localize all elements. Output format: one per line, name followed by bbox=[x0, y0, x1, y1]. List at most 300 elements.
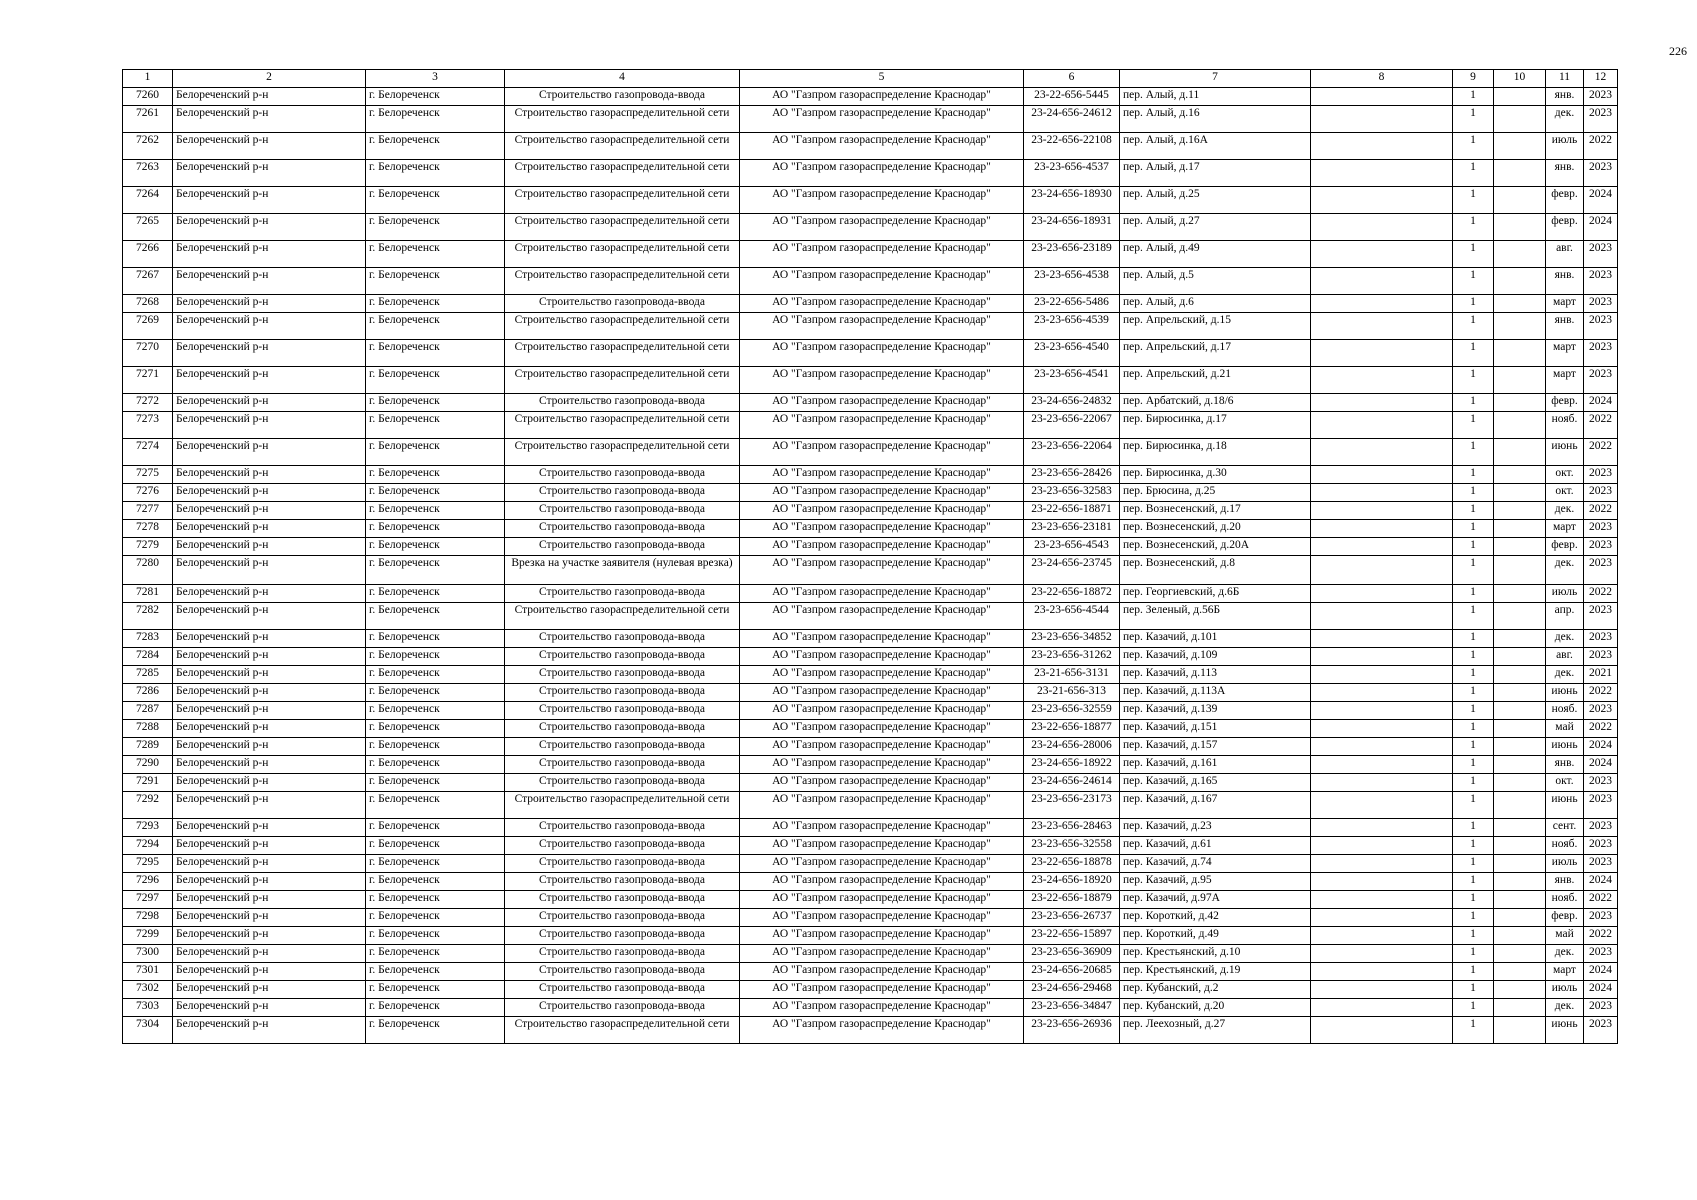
row-number-cell: 7299 bbox=[123, 927, 173, 945]
quantity-cell: 1 bbox=[1453, 538, 1494, 556]
row-number-cell: 7296 bbox=[123, 873, 173, 891]
organization-cell: АО "Газпром газораспределение Краснодар" bbox=[740, 891, 1024, 909]
col10-cell bbox=[1494, 981, 1546, 999]
work-type-cell: Строительство газопровода-ввода bbox=[505, 873, 740, 891]
work-type-cell: Строительство газопровода-ввода bbox=[505, 927, 740, 945]
table-row bbox=[123, 133, 1618, 160]
district-cell: Белореченский р-н bbox=[173, 873, 366, 891]
locality-cell: г. Белореченск bbox=[366, 738, 505, 756]
row-number-cell: 7276 bbox=[123, 484, 173, 502]
organization-cell: АО "Газпром газораспределение Краснодар" bbox=[740, 484, 1024, 502]
request-number-cell: 23-23-656-28426 bbox=[1024, 466, 1120, 484]
month-cell: март bbox=[1546, 340, 1584, 367]
col8-cell bbox=[1311, 133, 1453, 160]
request-number-cell: 23-24-656-23745 bbox=[1024, 556, 1120, 585]
work-type-cell: Строительство газопровода-ввода bbox=[505, 909, 740, 927]
address-cell: пер. Алый, д.11 bbox=[1120, 88, 1311, 106]
row-number-cell: 7300 bbox=[123, 945, 173, 963]
table-row bbox=[123, 214, 1618, 241]
quantity-cell: 1 bbox=[1453, 466, 1494, 484]
table-row bbox=[123, 945, 1618, 963]
quantity-cell: 1 bbox=[1453, 439, 1494, 466]
month-cell: нояб. bbox=[1546, 837, 1584, 855]
column-header: 7 bbox=[1120, 70, 1311, 88]
year-cell: 2023 bbox=[1584, 340, 1618, 367]
table-row bbox=[123, 999, 1618, 1017]
column-header: 8 bbox=[1311, 70, 1453, 88]
col8-cell bbox=[1311, 556, 1453, 585]
quantity-cell: 1 bbox=[1453, 855, 1494, 873]
year-cell: 2023 bbox=[1584, 774, 1618, 792]
year-cell: 2024 bbox=[1584, 981, 1618, 999]
work-type-cell: Строительство газопровода-ввода bbox=[505, 666, 740, 684]
row-number-cell: 7292 bbox=[123, 792, 173, 819]
year-cell: 2022 bbox=[1584, 133, 1618, 160]
col8-cell bbox=[1311, 295, 1453, 313]
address-cell: пер. Короткий, д.42 bbox=[1120, 909, 1311, 927]
locality-cell: г. Белореченск bbox=[366, 585, 505, 603]
locality-cell: г. Белореченск bbox=[366, 466, 505, 484]
table-row bbox=[123, 439, 1618, 466]
request-number-cell: 23-24-656-18920 bbox=[1024, 873, 1120, 891]
address-cell: пер. Казачий, д.161 bbox=[1120, 756, 1311, 774]
col10-cell bbox=[1494, 502, 1546, 520]
month-cell: окт. bbox=[1546, 774, 1584, 792]
year-cell: 2024 bbox=[1584, 756, 1618, 774]
organization-cell: АО "Газпром газораспределение Краснодар" bbox=[740, 187, 1024, 214]
row-number-cell: 7290 bbox=[123, 756, 173, 774]
quantity-cell: 1 bbox=[1453, 630, 1494, 648]
quantity-cell: 1 bbox=[1453, 556, 1494, 585]
row-number-cell: 7282 bbox=[123, 603, 173, 630]
month-cell: май bbox=[1546, 927, 1584, 945]
col10-cell bbox=[1494, 340, 1546, 367]
organization-cell: АО "Газпром газораспределение Краснодар" bbox=[740, 684, 1024, 702]
quantity-cell: 1 bbox=[1453, 666, 1494, 684]
locality-cell: г. Белореченск bbox=[366, 106, 505, 133]
table-row bbox=[123, 837, 1618, 855]
col10-cell bbox=[1494, 241, 1546, 268]
district-cell: Белореченский р-н bbox=[173, 702, 366, 720]
work-type-cell: Строительство газопровода-ввода bbox=[505, 756, 740, 774]
month-cell: июнь bbox=[1546, 1017, 1584, 1044]
organization-cell: АО "Газпром газораспределение Краснодар" bbox=[740, 268, 1024, 295]
year-cell: 2022 bbox=[1584, 927, 1618, 945]
month-cell: апр. bbox=[1546, 603, 1584, 630]
locality-cell: г. Белореченск bbox=[366, 214, 505, 241]
col10-cell bbox=[1494, 630, 1546, 648]
year-cell: 2023 bbox=[1584, 466, 1618, 484]
table-row bbox=[123, 603, 1618, 630]
address-cell: пер. Казачий, д.151 bbox=[1120, 720, 1311, 738]
month-cell: нояб. bbox=[1546, 891, 1584, 909]
district-cell: Белореченский р-н bbox=[173, 88, 366, 106]
col8-cell bbox=[1311, 702, 1453, 720]
col10-cell bbox=[1494, 585, 1546, 603]
organization-cell: АО "Газпром газораспределение Краснодар" bbox=[740, 927, 1024, 945]
work-type-cell: Строительство газораспределительной сети bbox=[505, 106, 740, 133]
year-cell: 2023 bbox=[1584, 241, 1618, 268]
col10-cell bbox=[1494, 909, 1546, 927]
table-row bbox=[123, 927, 1618, 945]
col10-cell bbox=[1494, 484, 1546, 502]
month-cell: окт. bbox=[1546, 484, 1584, 502]
work-type-cell: Строительство газопровода-ввода bbox=[505, 520, 740, 538]
organization-cell: АО "Газпром газораспределение Краснодар" bbox=[740, 367, 1024, 394]
address-cell: пер. Вознесенский, д.8 bbox=[1120, 556, 1311, 585]
row-number-cell: 7267 bbox=[123, 268, 173, 295]
request-number-cell: 23-23-656-28463 bbox=[1024, 819, 1120, 837]
year-cell: 2023 bbox=[1584, 160, 1618, 187]
col10-cell bbox=[1494, 160, 1546, 187]
row-number-cell: 7286 bbox=[123, 684, 173, 702]
locality-cell: г. Белореченск bbox=[366, 999, 505, 1017]
work-type-cell: Строительство газораспределительной сети bbox=[505, 133, 740, 160]
locality-cell: г. Белореченск bbox=[366, 819, 505, 837]
organization-cell: АО "Газпром газораспределение Краснодар" bbox=[740, 538, 1024, 556]
district-cell: Белореченский р-н bbox=[173, 268, 366, 295]
request-number-cell: 23-22-656-15897 bbox=[1024, 927, 1120, 945]
district-cell: Белореченский р-н bbox=[173, 295, 366, 313]
district-cell: Белореченский р-н bbox=[173, 538, 366, 556]
address-cell: пер. Вознесенский, д.20 bbox=[1120, 520, 1311, 538]
work-type-cell: Строительство газопровода-ввода bbox=[505, 630, 740, 648]
col8-cell bbox=[1311, 684, 1453, 702]
row-number-cell: 7293 bbox=[123, 819, 173, 837]
year-cell: 2022 bbox=[1584, 720, 1618, 738]
work-type-cell: Строительство газопровода-ввода bbox=[505, 981, 740, 999]
col10-cell bbox=[1494, 774, 1546, 792]
row-number-cell: 7288 bbox=[123, 720, 173, 738]
work-type-cell: Строительство газопровода-ввода bbox=[505, 738, 740, 756]
request-number-cell: 23-22-656-5486 bbox=[1024, 295, 1120, 313]
quantity-cell: 1 bbox=[1453, 981, 1494, 999]
locality-cell: г. Белореченск bbox=[366, 394, 505, 412]
row-number-cell: 7266 bbox=[123, 241, 173, 268]
organization-cell: АО "Газпром газораспределение Краснодар" bbox=[740, 313, 1024, 340]
district-cell: Белореченский р-н bbox=[173, 927, 366, 945]
year-cell: 2023 bbox=[1584, 1017, 1618, 1044]
organization-cell: АО "Газпром газораспределение Краснодар" bbox=[740, 963, 1024, 981]
col8-cell bbox=[1311, 241, 1453, 268]
address-cell: пер. Казачий, д.167 bbox=[1120, 792, 1311, 819]
address-cell: пер. Казачий, д.157 bbox=[1120, 738, 1311, 756]
table-row bbox=[123, 702, 1618, 720]
year-cell: 2022 bbox=[1584, 502, 1618, 520]
col8-cell bbox=[1311, 648, 1453, 666]
year-cell: 2023 bbox=[1584, 268, 1618, 295]
month-cell: дек. bbox=[1546, 999, 1584, 1017]
table-row bbox=[123, 909, 1618, 927]
row-number-cell: 7265 bbox=[123, 214, 173, 241]
quantity-cell: 1 bbox=[1453, 88, 1494, 106]
month-cell: янв. bbox=[1546, 88, 1584, 106]
month-cell: дек. bbox=[1546, 556, 1584, 585]
col8-cell bbox=[1311, 340, 1453, 367]
col10-cell bbox=[1494, 268, 1546, 295]
month-cell: дек. bbox=[1546, 502, 1584, 520]
row-number-cell: 7278 bbox=[123, 520, 173, 538]
row-number-cell: 7298 bbox=[123, 909, 173, 927]
col10-cell bbox=[1494, 819, 1546, 837]
quantity-cell: 1 bbox=[1453, 1017, 1494, 1044]
col10-cell bbox=[1494, 88, 1546, 106]
col8-cell bbox=[1311, 738, 1453, 756]
col10-cell bbox=[1494, 214, 1546, 241]
col10-cell bbox=[1494, 313, 1546, 340]
col8-cell bbox=[1311, 538, 1453, 556]
work-type-cell: Строительство газопровода-ввода bbox=[505, 295, 740, 313]
table-row bbox=[123, 187, 1618, 214]
col8-cell bbox=[1311, 313, 1453, 340]
row-number-cell: 7270 bbox=[123, 340, 173, 367]
work-type-cell: Строительство газораспределительной сети bbox=[505, 160, 740, 187]
table-row bbox=[123, 241, 1618, 268]
row-number-cell: 7304 bbox=[123, 1017, 173, 1044]
col8-cell bbox=[1311, 630, 1453, 648]
address-cell: пер. Алый, д.17 bbox=[1120, 160, 1311, 187]
locality-cell: г. Белореченск bbox=[366, 313, 505, 340]
year-cell: 2024 bbox=[1584, 394, 1618, 412]
month-cell: июль bbox=[1546, 133, 1584, 160]
table-row bbox=[123, 394, 1618, 412]
work-type-cell: Строительство газораспределительной сети bbox=[505, 439, 740, 466]
address-cell: пер. Георгиевский, д.6Б bbox=[1120, 585, 1311, 603]
work-type-cell: Строительство газопровода-ввода bbox=[505, 484, 740, 502]
request-number-cell: 23-21-656-3131 bbox=[1024, 666, 1120, 684]
col10-cell bbox=[1494, 792, 1546, 819]
year-cell: 2023 bbox=[1584, 945, 1618, 963]
district-cell: Белореченский р-н bbox=[173, 666, 366, 684]
col10-cell bbox=[1494, 106, 1546, 133]
quantity-cell: 1 bbox=[1453, 837, 1494, 855]
col10-cell bbox=[1494, 756, 1546, 774]
col10-cell bbox=[1494, 963, 1546, 981]
district-cell: Белореченский р-н bbox=[173, 160, 366, 187]
request-number-cell: 23-23-656-32559 bbox=[1024, 702, 1120, 720]
year-cell: 2022 bbox=[1584, 891, 1618, 909]
col8-cell bbox=[1311, 394, 1453, 412]
work-type-cell: Строительство газопровода-ввода bbox=[505, 648, 740, 666]
table-row bbox=[123, 502, 1618, 520]
table-row bbox=[123, 520, 1618, 538]
request-number-cell: 23-24-656-18922 bbox=[1024, 756, 1120, 774]
col8-cell bbox=[1311, 963, 1453, 981]
quantity-cell: 1 bbox=[1453, 502, 1494, 520]
address-cell: пер. Арбатский, д.18/6 bbox=[1120, 394, 1311, 412]
district-cell: Белореченский р-н bbox=[173, 819, 366, 837]
column-header: 2 bbox=[173, 70, 366, 88]
month-cell: дек. bbox=[1546, 666, 1584, 684]
year-cell: 2023 bbox=[1584, 295, 1618, 313]
year-cell: 2023 bbox=[1584, 538, 1618, 556]
district-cell: Белореченский р-н bbox=[173, 484, 366, 502]
year-cell: 2023 bbox=[1584, 88, 1618, 106]
address-cell: пер. Бирюсинка, д.17 bbox=[1120, 412, 1311, 439]
quantity-cell: 1 bbox=[1453, 187, 1494, 214]
table-row bbox=[123, 340, 1618, 367]
year-cell: 2023 bbox=[1584, 855, 1618, 873]
table-row bbox=[123, 756, 1618, 774]
col10-cell bbox=[1494, 133, 1546, 160]
request-number-cell: 23-24-656-18930 bbox=[1024, 187, 1120, 214]
row-number-cell: 7297 bbox=[123, 891, 173, 909]
request-number-cell: 23-24-656-24832 bbox=[1024, 394, 1120, 412]
work-type-cell: Строительство газораспределительной сети bbox=[505, 367, 740, 394]
address-cell: пер. Вознесенский, д.17 bbox=[1120, 502, 1311, 520]
organization-cell: АО "Газпром газораспределение Краснодар" bbox=[740, 340, 1024, 367]
address-cell: пер. Казачий, д.165 bbox=[1120, 774, 1311, 792]
col10-cell bbox=[1494, 394, 1546, 412]
request-number-cell: 23-23-656-4539 bbox=[1024, 313, 1120, 340]
district-cell: Белореченский р-н bbox=[173, 439, 366, 466]
district-cell: Белореченский р-н bbox=[173, 999, 366, 1017]
col8-cell bbox=[1311, 214, 1453, 241]
month-cell: февр. bbox=[1546, 214, 1584, 241]
locality-cell: г. Белореченск bbox=[366, 133, 505, 160]
address-cell: пер. Казачий, д.113 bbox=[1120, 666, 1311, 684]
organization-cell: АО "Газпром газораспределение Краснодар" bbox=[740, 295, 1024, 313]
locality-cell: г. Белореченск bbox=[366, 556, 505, 585]
row-number-cell: 7289 bbox=[123, 738, 173, 756]
col8-cell bbox=[1311, 187, 1453, 214]
month-cell: февр. bbox=[1546, 909, 1584, 927]
col8-cell bbox=[1311, 439, 1453, 466]
request-number-cell: 23-23-656-36909 bbox=[1024, 945, 1120, 963]
locality-cell: г. Белореченск bbox=[366, 630, 505, 648]
table-row bbox=[123, 106, 1618, 133]
table-row bbox=[123, 484, 1618, 502]
organization-cell: АО "Газпром газораспределение Краснодар" bbox=[740, 837, 1024, 855]
quantity-cell: 1 bbox=[1453, 585, 1494, 603]
organization-cell: АО "Газпром газораспределение Краснодар" bbox=[740, 909, 1024, 927]
month-cell: дек. bbox=[1546, 106, 1584, 133]
district-cell: Белореченский р-н bbox=[173, 520, 366, 538]
district-cell: Белореченский р-н bbox=[173, 214, 366, 241]
locality-cell: г. Белореченск bbox=[366, 412, 505, 439]
quantity-cell: 1 bbox=[1453, 720, 1494, 738]
district-cell: Белореченский р-н bbox=[173, 837, 366, 855]
locality-cell: г. Белореченск bbox=[366, 241, 505, 268]
request-number-cell: 23-24-656-20685 bbox=[1024, 963, 1120, 981]
quantity-cell: 1 bbox=[1453, 367, 1494, 394]
address-cell: пер. Бирюсинка, д.18 bbox=[1120, 439, 1311, 466]
organization-cell: АО "Газпром газораспределение Краснодар" bbox=[740, 160, 1024, 187]
quantity-cell: 1 bbox=[1453, 963, 1494, 981]
year-cell: 2021 bbox=[1584, 666, 1618, 684]
locality-cell: г. Белореченск bbox=[366, 666, 505, 684]
row-number-cell: 7279 bbox=[123, 538, 173, 556]
month-cell: май bbox=[1546, 720, 1584, 738]
locality-cell: г. Белореченск bbox=[366, 963, 505, 981]
organization-cell: АО "Газпром газораспределение Краснодар" bbox=[740, 556, 1024, 585]
col10-cell bbox=[1494, 873, 1546, 891]
month-cell: янв. bbox=[1546, 313, 1584, 340]
col10-cell bbox=[1494, 648, 1546, 666]
year-cell: 2024 bbox=[1584, 963, 1618, 981]
request-number-cell: 23-24-656-18931 bbox=[1024, 214, 1120, 241]
year-cell: 2023 bbox=[1584, 367, 1618, 394]
col8-cell bbox=[1311, 837, 1453, 855]
month-cell: авг. bbox=[1546, 241, 1584, 268]
organization-cell: АО "Газпром газораспределение Краснодар" bbox=[740, 720, 1024, 738]
quantity-cell: 1 bbox=[1453, 241, 1494, 268]
table-row bbox=[123, 981, 1618, 999]
organization-cell: АО "Газпром газораспределение Краснодар" bbox=[740, 702, 1024, 720]
col10-cell bbox=[1494, 891, 1546, 909]
district-cell: Белореченский р-н bbox=[173, 412, 366, 439]
col10-cell bbox=[1494, 1017, 1546, 1044]
district-cell: Белореченский р-н bbox=[173, 756, 366, 774]
col10-cell bbox=[1494, 466, 1546, 484]
month-cell: янв. bbox=[1546, 873, 1584, 891]
locality-cell: г. Белореченск bbox=[366, 927, 505, 945]
request-number-cell: 23-23-656-4540 bbox=[1024, 340, 1120, 367]
district-cell: Белореченский р-н bbox=[173, 585, 366, 603]
quantity-cell: 1 bbox=[1453, 702, 1494, 720]
quantity-cell: 1 bbox=[1453, 106, 1494, 133]
request-number-cell: 23-23-656-34852 bbox=[1024, 630, 1120, 648]
locality-cell: г. Белореченск bbox=[366, 295, 505, 313]
row-number-cell: 7283 bbox=[123, 630, 173, 648]
table-row bbox=[123, 268, 1618, 295]
locality-cell: г. Белореченск bbox=[366, 792, 505, 819]
row-number-cell: 7294 bbox=[123, 837, 173, 855]
organization-cell: АО "Газпром газораспределение Краснодар" bbox=[740, 439, 1024, 466]
request-number-cell: 23-23-656-22067 bbox=[1024, 412, 1120, 439]
quantity-cell: 1 bbox=[1453, 340, 1494, 367]
district-cell: Белореченский р-н bbox=[173, 394, 366, 412]
address-cell: пер. Казачий, д.23 bbox=[1120, 819, 1311, 837]
row-number-cell: 7281 bbox=[123, 585, 173, 603]
table-row bbox=[123, 585, 1618, 603]
request-number-cell: 23-23-656-32558 bbox=[1024, 837, 1120, 855]
address-cell: пер. Казачий, д.61 bbox=[1120, 837, 1311, 855]
col10-cell bbox=[1494, 837, 1546, 855]
table-row bbox=[123, 738, 1618, 756]
locality-cell: г. Белореченск bbox=[366, 756, 505, 774]
col10-cell bbox=[1494, 855, 1546, 873]
work-type-cell: Строительство газораспределительной сети bbox=[505, 792, 740, 819]
address-cell: пер. Казачий, д.109 bbox=[1120, 648, 1311, 666]
row-number-cell: 7269 bbox=[123, 313, 173, 340]
row-number-cell: 7291 bbox=[123, 774, 173, 792]
locality-cell: г. Белореченск bbox=[366, 187, 505, 214]
table-row bbox=[123, 630, 1618, 648]
table-header-row bbox=[123, 70, 1618, 88]
column-header: 1 bbox=[123, 70, 173, 88]
address-cell: пер. Алый, д.5 bbox=[1120, 268, 1311, 295]
table-row bbox=[123, 963, 1618, 981]
work-type-cell: Строительство газопровода-ввода bbox=[505, 720, 740, 738]
district-cell: Белореченский р-н bbox=[173, 774, 366, 792]
request-number-cell: 23-22-656-18871 bbox=[1024, 502, 1120, 520]
year-cell: 2023 bbox=[1584, 702, 1618, 720]
locality-cell: г. Белореченск bbox=[366, 981, 505, 999]
col10-cell bbox=[1494, 295, 1546, 313]
col8-cell bbox=[1311, 268, 1453, 295]
request-number-cell: 23-23-656-4537 bbox=[1024, 160, 1120, 187]
year-cell: 2023 bbox=[1584, 792, 1618, 819]
year-cell: 2023 bbox=[1584, 603, 1618, 630]
organization-cell: АО "Газпром газораспределение Краснодар" bbox=[740, 466, 1024, 484]
col8-cell bbox=[1311, 160, 1453, 187]
month-cell: нояб. bbox=[1546, 412, 1584, 439]
district-cell: Белореченский р-н bbox=[173, 855, 366, 873]
col10-cell bbox=[1494, 702, 1546, 720]
row-number-cell: 7302 bbox=[123, 981, 173, 999]
work-type-cell: Строительство газопровода-ввода bbox=[505, 538, 740, 556]
